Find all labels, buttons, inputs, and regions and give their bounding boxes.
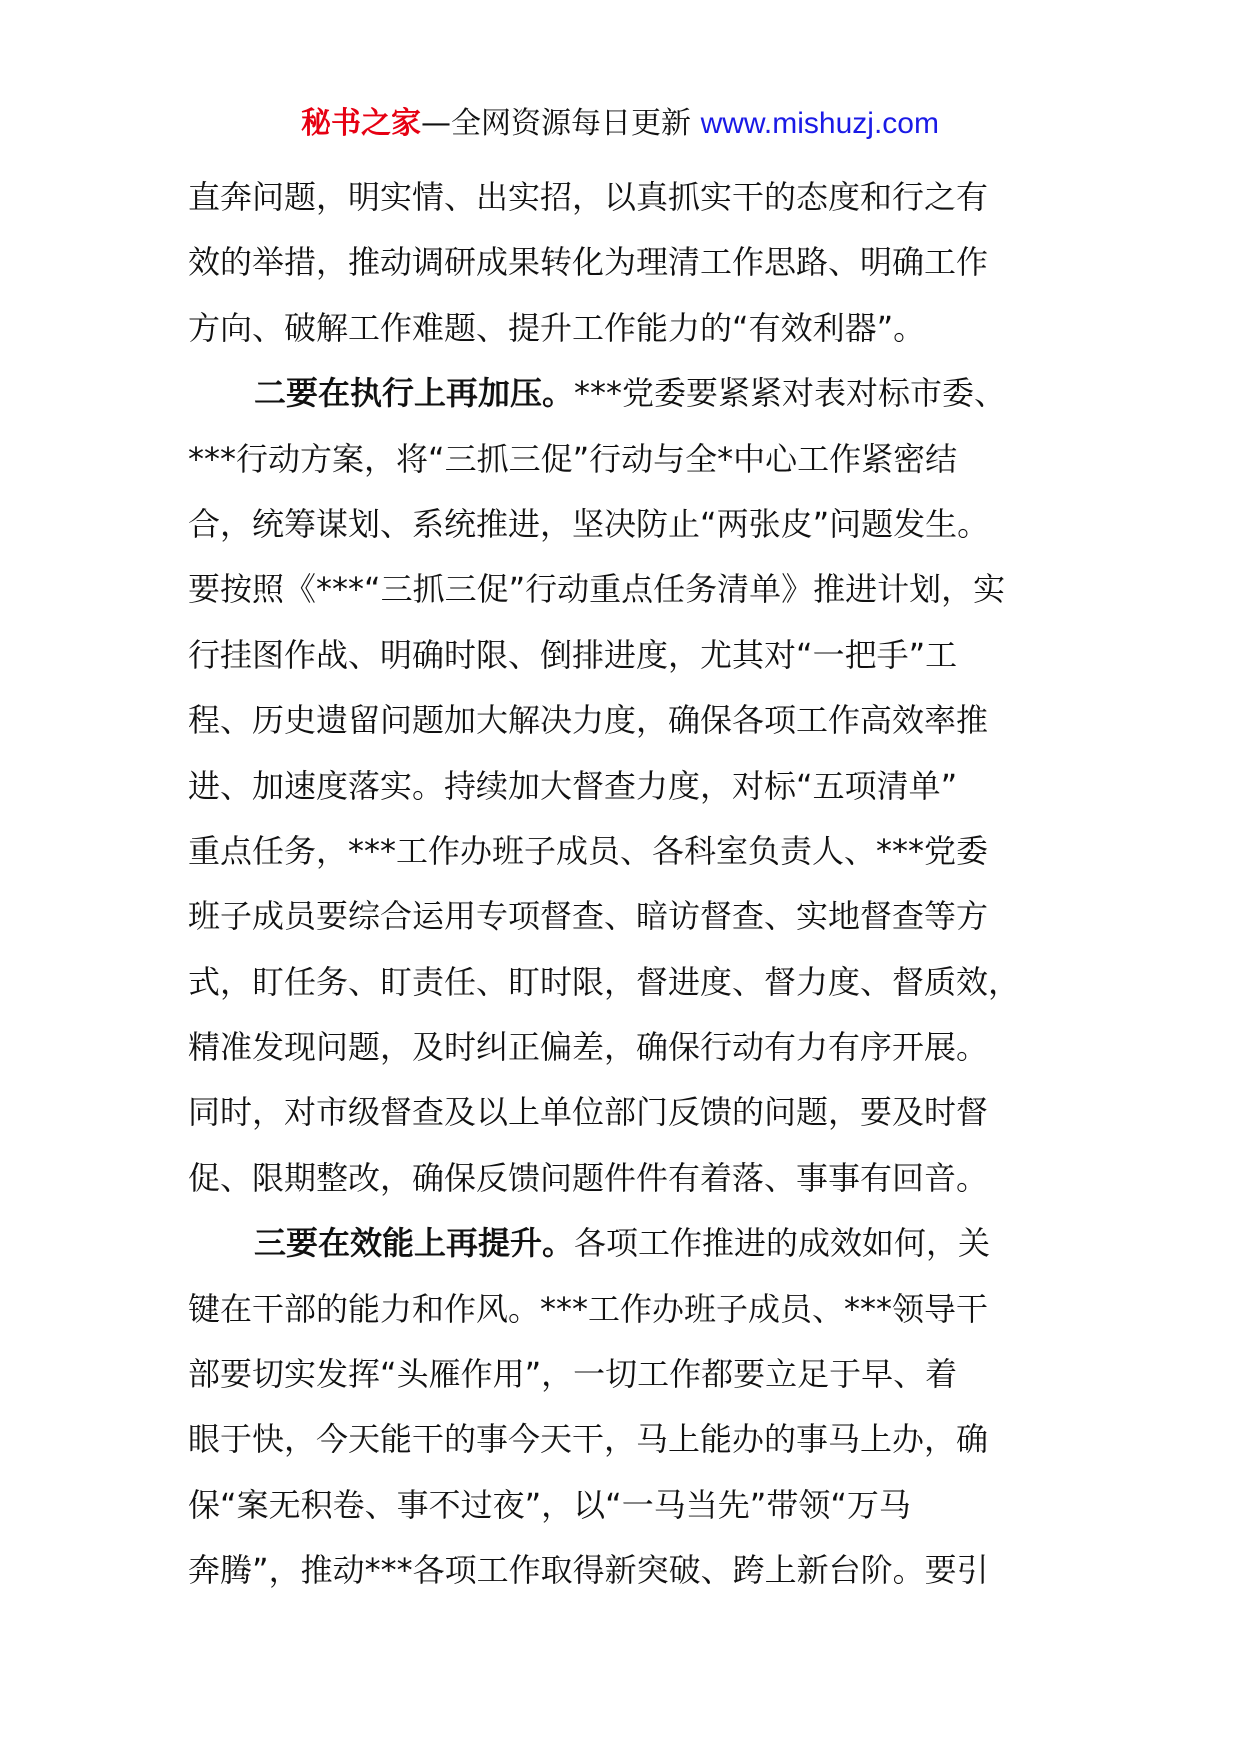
header-slogan: —全网资源每日更新: [421, 106, 701, 141]
document-header: [0, 100, 1240, 148]
body-line: 班子成员要综合运用专项督查、暗访督查、实地督查等方: [188, 897, 989, 936]
paragraph-2-opening-text: ***党委要紧紧对表对标市委、: [574, 374, 1007, 413]
body-line: 精准发现问题，及时纠正偏差，确保行动有力有序开展。: [188, 1028, 989, 1067]
body-line: ***行动方案，将“三抓三促”行动与全*中心工作紧密结: [188, 439, 958, 478]
body-line: 式，盯任务、盯责任、盯时限，督进度、督力度、督质效，: [188, 962, 1021, 1001]
body-line: 奔腾”，推动***各项工作取得新突破、跨上新台阶。要引: [188, 1551, 989, 1590]
body-line: 保“案无积卷、事不过夜”，以“一马当先”带领“万马: [188, 1485, 911, 1524]
body-line: 眼于快，今天能干的事今天干，马上能办的事马上办，确: [188, 1420, 989, 1459]
body-line: 促、限期整改，确保反馈问题件件有着落、事事有回音。: [188, 1158, 989, 1197]
body-line: 键在干部的能力和作风。***工作办班子成员、***领导干: [188, 1289, 989, 1328]
paragraph-2-heading: 二要在执行上再加压。: [254, 374, 575, 413]
paragraph-3-heading: 三要在效能上再提升。: [254, 1224, 575, 1263]
body-line: 方向、破解工作难题、提升工作能力的“有效利器”。: [188, 308, 926, 347]
body-line: 行挂图作战、明确时限、倒排进度，尤其对“一把手”工: [188, 635, 958, 674]
paragraph-3-first-line: [188, 1211, 1068, 1276]
site-url-link[interactable]: www.mishuzj.com: [700, 107, 939, 140]
body-line: 同时，对市级督查及以上单位部门反馈的问题，要及时督: [188, 1093, 989, 1132]
brand-name: 秘书之家: [301, 106, 422, 141]
paragraph-2-first-line: [188, 361, 1068, 426]
body-line: 部要切实发挥“头雁作用”，一切工作都要立足于早、着: [188, 1355, 958, 1394]
body-line: 程、历史遗留问题加大解决力度，确保各项工作高效率推: [188, 701, 989, 740]
body-line: 进、加速度落实。持续加大督查力度，对标“五项清单”: [188, 766, 958, 805]
body-line: 要按照《***“三抓三促”行动重点任务清单》推进计划，实: [188, 570, 1006, 609]
document-body: [188, 165, 1068, 1604]
body-line: 直奔问题，明实情、出实招，以真抓实干的态度和行之有: [188, 178, 989, 216]
body-line: 效的举措，推动调研成果转化为理清工作思路、明确工作: [188, 243, 989, 282]
body-line: 合，统筹谋划、系统推进，坚决防止“两张皮”问题发生。: [188, 504, 990, 543]
body-line: 重点任务，***工作办班子成员、各科室负责人、***党委: [188, 831, 989, 870]
paragraph-3-opening-text: 各项工作推进的成效如何，关: [574, 1224, 991, 1263]
